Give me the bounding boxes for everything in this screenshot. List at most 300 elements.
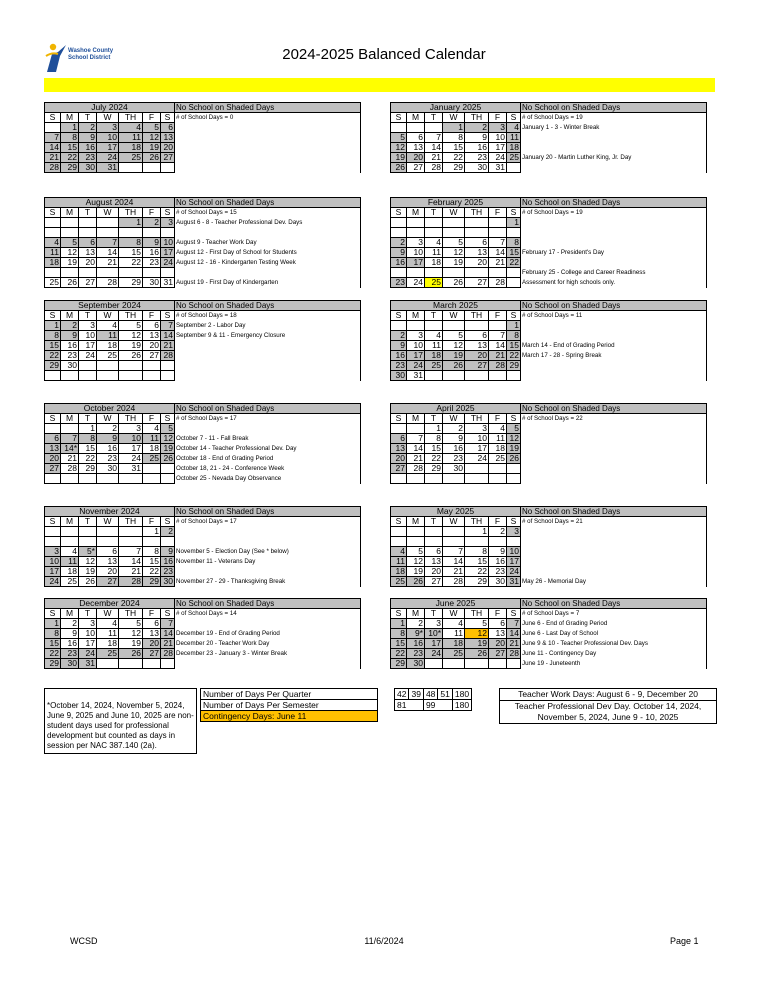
day-cell: 6 bbox=[79, 238, 97, 248]
day-cell: 28 bbox=[45, 163, 61, 173]
day-cell: 5* bbox=[79, 547, 97, 557]
day-cell bbox=[61, 218, 79, 228]
semester-label: Number of Days Per Semester bbox=[201, 700, 378, 711]
day-cell bbox=[97, 268, 119, 278]
month-note bbox=[521, 454, 707, 464]
day-cell: 20 bbox=[143, 341, 161, 351]
day-cell: 14 bbox=[45, 143, 61, 153]
day-cell: 29 bbox=[425, 464, 443, 474]
day-cell bbox=[161, 268, 175, 278]
footer-date: 11/6/2024 bbox=[364, 936, 404, 946]
day-cell: 16 bbox=[407, 639, 425, 649]
day-cell: 22 bbox=[143, 567, 161, 577]
day-cell: 19 bbox=[119, 341, 143, 351]
day-cell: 22 bbox=[119, 258, 143, 268]
month-note bbox=[521, 444, 707, 454]
month-note bbox=[175, 567, 361, 577]
day-cell: 30 bbox=[97, 464, 119, 474]
day-cell: 5 bbox=[119, 321, 143, 331]
month-note: November 27 - 29 - Thanksgiving Break bbox=[175, 577, 361, 587]
day-cell: 28 bbox=[97, 278, 119, 288]
month-apr bbox=[390, 403, 707, 484]
day-cell bbox=[45, 424, 61, 434]
day-cell: 4 bbox=[489, 424, 507, 434]
day-cell: 10 bbox=[79, 629, 97, 639]
day-cell: 8 bbox=[507, 331, 521, 341]
day-cell: 29 bbox=[61, 163, 79, 173]
day-cell: 24 bbox=[79, 649, 97, 659]
day-cell bbox=[443, 228, 465, 238]
day-cell: 27 bbox=[391, 464, 407, 474]
weekday-header: W bbox=[97, 609, 119, 619]
day-cell: 5 bbox=[443, 331, 465, 341]
weekday-header: F bbox=[489, 414, 507, 424]
day-cell: 19 bbox=[161, 444, 175, 454]
weekday-header: S bbox=[161, 609, 175, 619]
day-cell: 15 bbox=[45, 341, 61, 351]
day-cell bbox=[391, 474, 407, 484]
semester-value: 81 bbox=[395, 700, 424, 711]
day-cell: 3 bbox=[119, 424, 143, 434]
day-cell: 22 bbox=[45, 649, 61, 659]
weekday-header: TH bbox=[119, 414, 143, 424]
month-note bbox=[175, 163, 361, 173]
day-cell bbox=[443, 268, 465, 278]
day-cell: 21 bbox=[425, 153, 443, 163]
day-cell bbox=[391, 321, 407, 331]
day-cell: 15 bbox=[61, 143, 79, 153]
day-cell: 25 bbox=[443, 649, 465, 659]
day-cell: 9 bbox=[61, 629, 79, 639]
day-cell bbox=[465, 537, 489, 547]
day-cell bbox=[143, 371, 161, 381]
day-cell: 17 bbox=[489, 143, 507, 153]
weekday-header: T bbox=[425, 609, 443, 619]
month-note bbox=[175, 527, 361, 537]
day-cell: 14 bbox=[489, 248, 507, 258]
day-cell: 1 bbox=[45, 619, 61, 629]
day-cell: 11 bbox=[507, 133, 521, 143]
day-cell: 25 bbox=[489, 454, 507, 464]
month-note: June 19 - Juneteenth bbox=[521, 659, 707, 669]
month-jun bbox=[390, 598, 707, 669]
day-cell: 10 bbox=[465, 434, 489, 444]
day-cell bbox=[79, 527, 97, 537]
day-cell bbox=[45, 228, 61, 238]
day-cell: 23 bbox=[407, 649, 425, 659]
month-note: August 12 - First Day of School for Students bbox=[175, 248, 361, 258]
day-cell: 8 bbox=[79, 434, 97, 444]
day-cell bbox=[143, 228, 161, 238]
day-cell: 20 bbox=[425, 567, 443, 577]
month-note bbox=[521, 424, 707, 434]
no-school-label: No School on Shaded Days bbox=[175, 507, 361, 517]
month-note: December 20 - Teacher Work Day bbox=[175, 639, 361, 649]
day-cell bbox=[425, 218, 443, 228]
day-cell: 13 bbox=[45, 444, 61, 454]
day-cell: 6 bbox=[97, 547, 119, 557]
month-note bbox=[175, 133, 361, 143]
day-cell: 18 bbox=[143, 444, 161, 454]
day-cell: 10 bbox=[507, 547, 521, 557]
day-cell: 18 bbox=[391, 567, 407, 577]
yellow-banner bbox=[44, 78, 715, 92]
day-cell: 20 bbox=[97, 567, 119, 577]
day-cell: 3 bbox=[97, 123, 119, 133]
day-cell: 25 bbox=[425, 361, 443, 371]
day-cell: 12 bbox=[119, 331, 143, 341]
day-cell bbox=[425, 321, 443, 331]
day-cell: 11 bbox=[489, 434, 507, 444]
day-cell bbox=[119, 371, 143, 381]
day-cell bbox=[443, 321, 465, 331]
day-cell: 23 bbox=[391, 278, 407, 288]
day-cell: 1 bbox=[443, 123, 465, 133]
month-note bbox=[175, 268, 361, 278]
month-oct bbox=[44, 403, 361, 484]
month-note: # of School Days = 15 bbox=[175, 208, 361, 218]
day-cell: 16 bbox=[489, 557, 507, 567]
day-cell: 20 bbox=[407, 153, 425, 163]
day-cell: 27 bbox=[465, 361, 489, 371]
day-cell: 30 bbox=[489, 577, 507, 587]
month-note: # of School Days = 14 bbox=[175, 609, 361, 619]
month-note: June 9 & 10 - Teacher Professional Dev. Days bbox=[521, 639, 707, 649]
month-note: October 7 - 11 - Fall Break bbox=[175, 434, 361, 444]
day-cell: 8 bbox=[45, 331, 61, 341]
day-cell: 17 bbox=[465, 444, 489, 454]
day-cell: 16 bbox=[79, 143, 97, 153]
month-note: February 25 - College and Career Readiness bbox=[521, 268, 707, 278]
day-cell: 20 bbox=[45, 454, 61, 464]
day-cell bbox=[425, 371, 443, 381]
day-cell: 11 bbox=[45, 248, 61, 258]
logo-text: Washoe County School District bbox=[68, 48, 114, 61]
day-cell: 2 bbox=[161, 527, 175, 537]
day-cell: 13 bbox=[465, 341, 489, 351]
weekday-header: S bbox=[507, 208, 521, 218]
month-note bbox=[521, 361, 707, 371]
month-note: # of School Days = 11 bbox=[521, 311, 707, 321]
month-note bbox=[521, 143, 707, 153]
day-cell: 18 bbox=[489, 444, 507, 454]
month-note bbox=[521, 321, 707, 331]
day-cell: 11 bbox=[119, 133, 143, 143]
weekday-header: S bbox=[507, 311, 521, 321]
teacher-pd-days: Teacher Professional Dev Day. October 14, 2024, November 5, 2024, June 9 - 10, 2025 bbox=[514, 701, 702, 722]
month-name: October 2024 bbox=[45, 404, 175, 414]
day-cell: 14 bbox=[161, 629, 175, 639]
day-cell bbox=[391, 268, 407, 278]
month-name: November 2024 bbox=[45, 507, 175, 517]
month-name: April 2025 bbox=[391, 404, 521, 414]
month-note: # of School Days = 17 bbox=[175, 517, 361, 527]
month-note bbox=[175, 371, 361, 381]
day-cell: 22 bbox=[443, 153, 465, 163]
day-cell: 18 bbox=[97, 639, 119, 649]
day-cell: 6 bbox=[465, 238, 489, 248]
month-name: June 2025 bbox=[391, 599, 521, 609]
day-cell: 31 bbox=[507, 577, 521, 587]
month-note bbox=[175, 351, 361, 361]
day-cell: 27 bbox=[161, 153, 175, 163]
weekday-header: S bbox=[507, 414, 521, 424]
day-cell bbox=[61, 537, 79, 547]
month-note bbox=[521, 527, 707, 537]
semester-total: 180 bbox=[452, 700, 471, 711]
day-cell: 14 bbox=[97, 248, 119, 258]
quarter-value: 51 bbox=[438, 689, 452, 700]
page-title: 2024-2025 Balanced Calendar bbox=[282, 46, 486, 63]
day-cell: 10 bbox=[79, 331, 97, 341]
day-cell: 28 bbox=[161, 351, 175, 361]
day-cell: 24 bbox=[465, 454, 489, 464]
day-cell bbox=[465, 218, 489, 228]
month-feb bbox=[390, 197, 707, 288]
weekday-header: M bbox=[61, 414, 79, 424]
day-cell: 21 bbox=[45, 153, 61, 163]
day-cell: 30 bbox=[407, 659, 425, 669]
month-may bbox=[390, 506, 707, 587]
day-cell: 19 bbox=[507, 444, 521, 454]
day-cell: 1 bbox=[507, 321, 521, 331]
quarter-value: 39 bbox=[409, 689, 423, 700]
contingency-row bbox=[201, 711, 472, 722]
day-cell: 2 bbox=[61, 321, 79, 331]
day-cell: 23 bbox=[161, 567, 175, 577]
day-cell bbox=[391, 218, 407, 228]
day-cell: 26 bbox=[465, 649, 489, 659]
day-cell: 20 bbox=[143, 639, 161, 649]
day-cell: 28 bbox=[443, 577, 465, 587]
day-cell: 11 bbox=[425, 341, 443, 351]
day-cell: 19 bbox=[391, 153, 407, 163]
weekday-header: F bbox=[143, 414, 161, 424]
day-cell bbox=[143, 474, 161, 484]
contingency-label: Contingency Days: June 11 bbox=[201, 711, 378, 722]
day-cell: 17 bbox=[407, 258, 425, 268]
day-cell: 16 bbox=[61, 341, 79, 351]
day-cell: 4 bbox=[45, 238, 61, 248]
day-cell: 15 bbox=[79, 444, 97, 454]
month-note: October 25 - Nevada Day Observance bbox=[175, 474, 361, 484]
month-name: March 2025 bbox=[391, 301, 521, 311]
day-cell: 9 bbox=[391, 248, 407, 258]
no-school-label: No School on Shaded Days bbox=[175, 198, 361, 208]
day-cell: 8 bbox=[391, 629, 407, 639]
day-cell: 8 bbox=[507, 238, 521, 248]
day-cell bbox=[97, 228, 119, 238]
day-cell bbox=[97, 537, 119, 547]
day-cell: 2 bbox=[443, 424, 465, 434]
weekday-header: M bbox=[61, 517, 79, 527]
day-cell bbox=[119, 361, 143, 371]
day-cell: 2 bbox=[391, 331, 407, 341]
day-cell: 27 bbox=[45, 464, 61, 474]
day-cell bbox=[407, 268, 425, 278]
day-cell: 6 bbox=[45, 434, 61, 444]
day-cell: 12 bbox=[507, 434, 521, 444]
no-school-label: No School on Shaded Days bbox=[175, 404, 361, 414]
day-cell bbox=[425, 537, 443, 547]
month-note bbox=[521, 163, 707, 173]
day-cell: 19 bbox=[465, 639, 489, 649]
weekday-header: TH bbox=[119, 208, 143, 218]
day-cell: 6 bbox=[425, 547, 443, 557]
day-cell bbox=[79, 361, 97, 371]
day-cell bbox=[161, 371, 175, 381]
day-cell: 24 bbox=[425, 649, 443, 659]
day-cell: 27 bbox=[465, 278, 489, 288]
weekday-header: W bbox=[443, 311, 465, 321]
weekday-header: W bbox=[443, 113, 465, 123]
month-sep bbox=[44, 300, 361, 381]
day-cell: 10 bbox=[489, 133, 507, 143]
month-note bbox=[521, 464, 707, 474]
day-cell: 23 bbox=[97, 454, 119, 464]
day-cell: 9 bbox=[391, 341, 407, 351]
day-cell bbox=[407, 424, 425, 434]
day-cell: 13 bbox=[97, 557, 119, 567]
day-cell bbox=[45, 123, 61, 133]
month-note: # of School Days = 0 bbox=[175, 113, 361, 123]
day-cell bbox=[489, 228, 507, 238]
day-cell: 3 bbox=[489, 123, 507, 133]
weekday-header: F bbox=[489, 609, 507, 619]
teacher-work-days: Teacher Work Days: August 6 - 9, December 20 bbox=[500, 689, 716, 701]
day-cell: 24 bbox=[161, 258, 175, 268]
day-cell: 7 bbox=[407, 434, 425, 444]
day-cell bbox=[391, 424, 407, 434]
weekday-header: S bbox=[45, 208, 61, 218]
day-cell: 13 bbox=[79, 248, 97, 258]
weekday-header: M bbox=[407, 113, 425, 123]
month-note: October 14 - Teacher Professional Dev. Day bbox=[175, 444, 361, 454]
day-cell: 16 bbox=[61, 639, 79, 649]
day-cell: 10 bbox=[97, 133, 119, 143]
month-note: March 14 - End of Grading Period bbox=[521, 341, 707, 351]
day-cell bbox=[61, 268, 79, 278]
day-cell: 25 bbox=[45, 278, 61, 288]
weekday-header: W bbox=[97, 208, 119, 218]
day-cell: 12 bbox=[407, 557, 425, 567]
weekday-header: F bbox=[143, 208, 161, 218]
semester-value: 99 bbox=[423, 700, 452, 711]
weekday-header: S bbox=[161, 414, 175, 424]
day-cell: 3 bbox=[407, 331, 425, 341]
no-school-label: No School on Shaded Days bbox=[521, 198, 707, 208]
month-note: # of School Days = 19 bbox=[521, 113, 707, 123]
day-cell bbox=[143, 659, 161, 669]
day-cell: 2 bbox=[61, 619, 79, 629]
weekday-header: M bbox=[407, 311, 425, 321]
day-cell: 2 bbox=[465, 123, 489, 133]
day-cell: 18 bbox=[425, 258, 443, 268]
day-cell: 19 bbox=[79, 567, 97, 577]
weekday-header: T bbox=[79, 517, 97, 527]
day-cell: 28 bbox=[489, 278, 507, 288]
weekday-header: TH bbox=[119, 311, 143, 321]
day-cell: 6 bbox=[407, 133, 425, 143]
month-dec bbox=[44, 598, 361, 669]
month-note: August 12 - 16 - Kindergarten Testing Week bbox=[175, 258, 361, 268]
day-cell: 22 bbox=[391, 649, 407, 659]
day-cell: 16 bbox=[391, 258, 407, 268]
day-cell: 13 bbox=[161, 133, 175, 143]
day-cell: 17 bbox=[161, 248, 175, 258]
month-note bbox=[175, 619, 361, 629]
day-cell: 31 bbox=[97, 163, 119, 173]
day-cell: 29 bbox=[45, 361, 61, 371]
weekday-header: F bbox=[489, 208, 507, 218]
day-cell bbox=[443, 474, 465, 484]
weekday-header: W bbox=[443, 609, 465, 619]
day-cell: 9 bbox=[489, 547, 507, 557]
day-cell bbox=[425, 474, 443, 484]
day-cell: 14 bbox=[119, 557, 143, 567]
weekday-header: S bbox=[391, 517, 407, 527]
no-school-label: No School on Shaded Days bbox=[521, 599, 707, 609]
day-cell: 21 bbox=[507, 639, 521, 649]
day-cell: 5 bbox=[407, 547, 425, 557]
day-cell bbox=[119, 228, 143, 238]
day-cell bbox=[161, 228, 175, 238]
day-cell: 11 bbox=[143, 434, 161, 444]
quarter-row bbox=[201, 689, 472, 700]
day-cell: 29 bbox=[391, 659, 407, 669]
weekday-header: S bbox=[391, 208, 407, 218]
day-cell: 21 bbox=[119, 567, 143, 577]
day-cell bbox=[161, 361, 175, 371]
weekday-header: S bbox=[45, 609, 61, 619]
weekday-header: S bbox=[45, 414, 61, 424]
day-cell: 30 bbox=[61, 659, 79, 669]
month-note: October 18 - End of Grading Period bbox=[175, 454, 361, 464]
day-cell bbox=[45, 527, 61, 537]
weekday-header: S bbox=[161, 311, 175, 321]
day-cell: 18 bbox=[443, 639, 465, 649]
day-cell bbox=[489, 464, 507, 474]
day-cell: 17 bbox=[425, 639, 443, 649]
day-cell: 26 bbox=[507, 454, 521, 464]
day-cell bbox=[407, 321, 425, 331]
weekday-header: W bbox=[97, 113, 119, 123]
day-cell bbox=[465, 371, 489, 381]
day-cell: 2 bbox=[79, 123, 97, 133]
day-cell bbox=[119, 163, 143, 173]
day-cell: 30 bbox=[143, 278, 161, 288]
day-cell bbox=[443, 527, 465, 537]
day-cell: 24 bbox=[407, 278, 425, 288]
weekday-header: F bbox=[143, 517, 161, 527]
day-cell: 30 bbox=[465, 163, 489, 173]
month-note bbox=[521, 218, 707, 228]
day-cell: 29 bbox=[143, 577, 161, 587]
day-cell bbox=[45, 474, 61, 484]
day-cell bbox=[465, 474, 489, 484]
day-cell: 31 bbox=[489, 163, 507, 173]
month-name: January 2025 bbox=[391, 103, 521, 113]
day-cell: 15 bbox=[425, 444, 443, 454]
month-note: Assessment for high schools only. bbox=[521, 278, 707, 288]
day-cell bbox=[489, 321, 507, 331]
day-cell: 24 bbox=[489, 153, 507, 163]
month-note: February 17 - President's Day bbox=[521, 248, 707, 258]
weekday-header: T bbox=[425, 414, 443, 424]
day-cell: 24 bbox=[407, 361, 425, 371]
day-cell: 15 bbox=[465, 557, 489, 567]
day-cell: 15 bbox=[507, 341, 521, 351]
